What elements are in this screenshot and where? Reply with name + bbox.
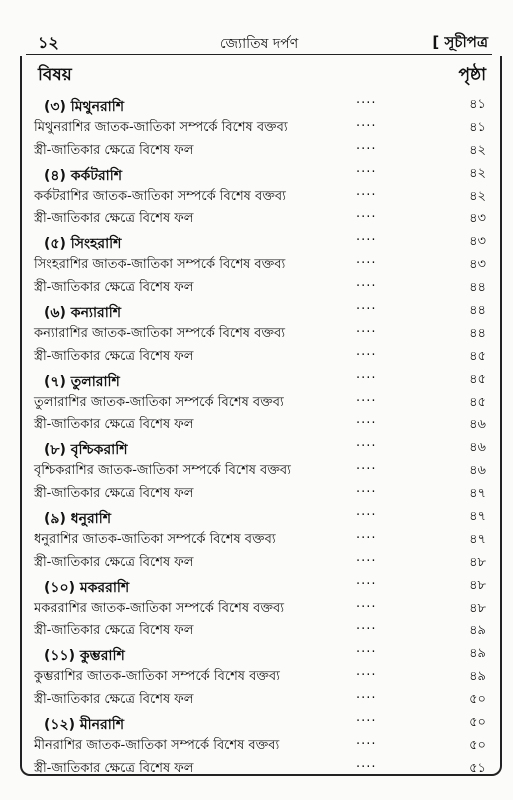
leader-dots: ....: [356, 572, 377, 588]
leader-dots: ....: [356, 618, 377, 634]
list-item: [22, 344, 500, 367]
entry-page-number: ৪৮: [469, 600, 486, 616]
chapter-heading-row: [22, 573, 500, 596]
entry-title: স্ত্রী-জাতিকার ক্ষেত্রে বিশেষ ফল: [34, 486, 194, 502]
entry-title: বৃশ্চিকরাশির জাতক-জাতিকা সম্পর্কে বিশেষ বক্তব্য: [34, 463, 291, 479]
leader-dots: ....: [356, 435, 377, 451]
entry-title: (৮) বৃশ্চিকরাশি: [44, 442, 128, 459]
entry-page-number: ৪৪: [469, 280, 486, 296]
entry-page-number: ৫০: [469, 692, 486, 708]
contents-table: [20, 56, 502, 776]
list-item: [22, 596, 500, 619]
page-header: [26, 26, 492, 55]
entry-title: স্ত্রী-জাতিকার ক্ষেত্রে বিশেষ ফল: [34, 760, 194, 776]
leader-dots: ....: [356, 137, 377, 153]
entry-page-number: ৪৯: [469, 646, 486, 662]
entry-page-number: ৪৪: [469, 303, 486, 319]
entry-title: কর্কটরাশির জাতক-জাতিকা সম্পর্কে বিশেষ বক্তব্য: [34, 188, 286, 204]
leader-dots: ....: [356, 755, 377, 771]
list-item: [22, 206, 500, 229]
entry-page-number: ৪১: [469, 119, 486, 135]
list-item: [22, 481, 500, 504]
entry-page-number: ৪৬: [469, 440, 486, 456]
leader-dots: ....: [356, 320, 377, 336]
list-item: [22, 390, 500, 413]
book-title: জ্যোতিষ দর্পণ: [219, 36, 299, 52]
leader-dots: ....: [356, 343, 377, 359]
entry-page-number: ৪২: [469, 165, 486, 181]
list-item: [22, 756, 500, 779]
entry-title: স্ত্রী-জাতিকার ক্ষেত্রে বিশেষ ফল: [34, 348, 194, 364]
chapter-heading-row: [22, 710, 500, 733]
page-column-header: পৃষ্ঠা: [458, 65, 486, 85]
entry-page-number: ৪৬: [469, 463, 486, 479]
entry-page-number: ৪৯: [469, 669, 486, 685]
entry-page-number: ৪৬: [469, 417, 486, 433]
entry-title: স্ত্রী-জাতিকার ক্ষেত্রে বিশেষ ফল: [34, 554, 194, 570]
leader-dots: ....: [356, 504, 377, 520]
leader-dots: ....: [356, 710, 377, 726]
leader-dots: ....: [356, 687, 377, 703]
leader-dots: ....: [356, 549, 377, 565]
leader-dots: ....: [356, 229, 377, 245]
leader-dots: ....: [356, 206, 377, 222]
list-item: [22, 115, 500, 138]
leader-dots: ....: [356, 275, 377, 291]
entry-title: তুলারাশির জাতক-জাতিকা সম্পর্কে বিশেষ বক্তব্য: [34, 394, 284, 410]
chapter-heading-row: [22, 435, 500, 458]
list-item: [22, 184, 500, 207]
entry-page-number: ৪২: [469, 188, 486, 204]
leader-dots: ....: [356, 298, 377, 314]
entry-page-number: ৪১: [469, 97, 486, 112]
list-item: [22, 618, 500, 641]
list-item: [22, 321, 500, 344]
entry-title: (৩) মিথুনরাশি: [44, 99, 125, 115]
entry-title: (৯) ধনুরাশি: [44, 511, 112, 528]
list-item: [22, 664, 500, 687]
entry-title: স্ত্রী-জাতিকার ক্ষেত্রে বিশেষ ফল: [34, 417, 194, 433]
list-item: [22, 412, 500, 435]
leader-dots: ....: [356, 595, 377, 611]
entry-title: স্ত্রী-জাতিকার ক্ষেত্রে বিশেষ ফল: [34, 692, 194, 708]
entry-title: (৪) কর্কটরাশি: [44, 167, 123, 184]
list-item: [22, 733, 500, 756]
entry-title: কুম্ভরাশির জাতক-জাতিকা সম্পর্কে বিশেষ বক্তব্য: [34, 669, 280, 685]
entry-title: ধনুরাশির জাতক-জাতিকা সম্পর্কে বিশেষ বক্তব্য: [34, 531, 276, 547]
section-title: [ সূচীপত্র: [432, 33, 488, 51]
entry-page-number: ৪৯: [469, 623, 486, 639]
leader-dots: ....: [356, 389, 377, 405]
chapter-heading-row: [22, 298, 500, 321]
leader-dots: ....: [356, 252, 377, 268]
leader-dots: ....: [356, 92, 377, 107]
entry-page-number: ৪৭: [469, 486, 486, 502]
leader-dots: ....: [356, 160, 377, 176]
entry-title: (১২) মীনরাশি: [44, 717, 125, 734]
leader-dots: ....: [356, 526, 377, 542]
entry-page-number: ৫০: [469, 715, 486, 731]
entry-title: স্ত্রী-জাতিকার ক্ষেত্রে বিশেষ ফল: [34, 623, 194, 639]
list-item: [22, 275, 500, 298]
chapter-heading-row: [22, 92, 500, 115]
entry-title: স্ত্রী-জাতিকার ক্ষেত্রে বিশেষ ফল: [34, 211, 194, 227]
entry-title: স্ত্রী-জাতিকার ক্ষেত্রে বিশেষ ফল: [34, 280, 194, 296]
entry-page-number: ৪৩: [469, 257, 486, 273]
entry-page-number: ৪৭: [469, 531, 486, 547]
chapter-heading-row: [22, 641, 500, 664]
entry-title: (১০) মকররাশি: [44, 579, 130, 596]
entry-page-number: ৪৭: [469, 509, 486, 525]
entry-title: (১১) কুম্ভরাশি: [44, 648, 125, 665]
entry-page-number: ৪৪: [469, 325, 486, 341]
leader-dots: ....: [356, 664, 377, 680]
entry-page-number: ৫০: [469, 737, 486, 753]
entry-title: মীনরাশির জাতক-জাতিকা সম্পর্কে বিশেষ বক্তব্য: [34, 737, 280, 753]
chapter-heading-row: [22, 504, 500, 527]
leader-dots: ....: [356, 641, 377, 657]
chapter-heading-row: [22, 229, 500, 252]
list-item: [22, 138, 500, 161]
entry-page-number: ৪২: [469, 142, 486, 158]
page-number: ১২: [38, 33, 59, 52]
entry-page-number: ৪৮: [469, 577, 486, 593]
list-item: [22, 687, 500, 710]
list-item: [22, 458, 500, 481]
entry-title: কন্যারাশির জাতক-জাতিকা সম্পর্কে বিশেষ বক্তব্য: [34, 325, 285, 341]
leader-dots: ....: [356, 114, 377, 130]
entry-page-number: ৪৩: [469, 211, 486, 227]
leader-dots: ....: [356, 183, 377, 199]
entry-title: মকররাশির জাতক-জাতিকা সম্পর্কে বিশেষ বক্তব্য: [34, 600, 285, 616]
entry-title: (৬) কন্যারাশি: [44, 305, 122, 322]
entry-title: (৫) সিংহরাশি: [44, 236, 122, 253]
entry-page-number: ৫১: [469, 760, 486, 776]
chapter-heading-row: [22, 367, 500, 390]
leader-dots: ....: [356, 366, 377, 382]
list-item: [22, 550, 500, 573]
entry-page-number: ৪৫: [469, 348, 486, 364]
chapter-heading-row: [22, 161, 500, 184]
entry-page-number: ৪৫: [469, 371, 486, 387]
entry-page-number: ৪৩: [469, 234, 486, 250]
subject-column-header: বিষয়: [38, 65, 72, 85]
list-item: [22, 252, 500, 275]
entry-title: (৭) তুলারাশি: [44, 373, 120, 390]
contents-list: [22, 92, 500, 779]
entry-title: মিথুনরাশির জাতক-জাতিকা সম্পর্কে বিশেষ বক্তব্য: [34, 119, 288, 135]
list-item: [22, 527, 500, 550]
leader-dots: ....: [356, 481, 377, 497]
entry-page-number: ৪৫: [469, 394, 486, 410]
leader-dots: ....: [356, 458, 377, 474]
leader-dots: ....: [356, 732, 377, 748]
leader-dots: ....: [356, 412, 377, 428]
entry-title: সিংহরাশির জাতক-জাতিকা সম্পর্কে বিশেষ বক্তব্য: [34, 257, 286, 273]
entry-page-number: ৪৮: [469, 554, 486, 570]
entry-title: স্ত্রী-জাতিকার ক্ষেত্রে বিশেষ ফল: [34, 142, 194, 158]
